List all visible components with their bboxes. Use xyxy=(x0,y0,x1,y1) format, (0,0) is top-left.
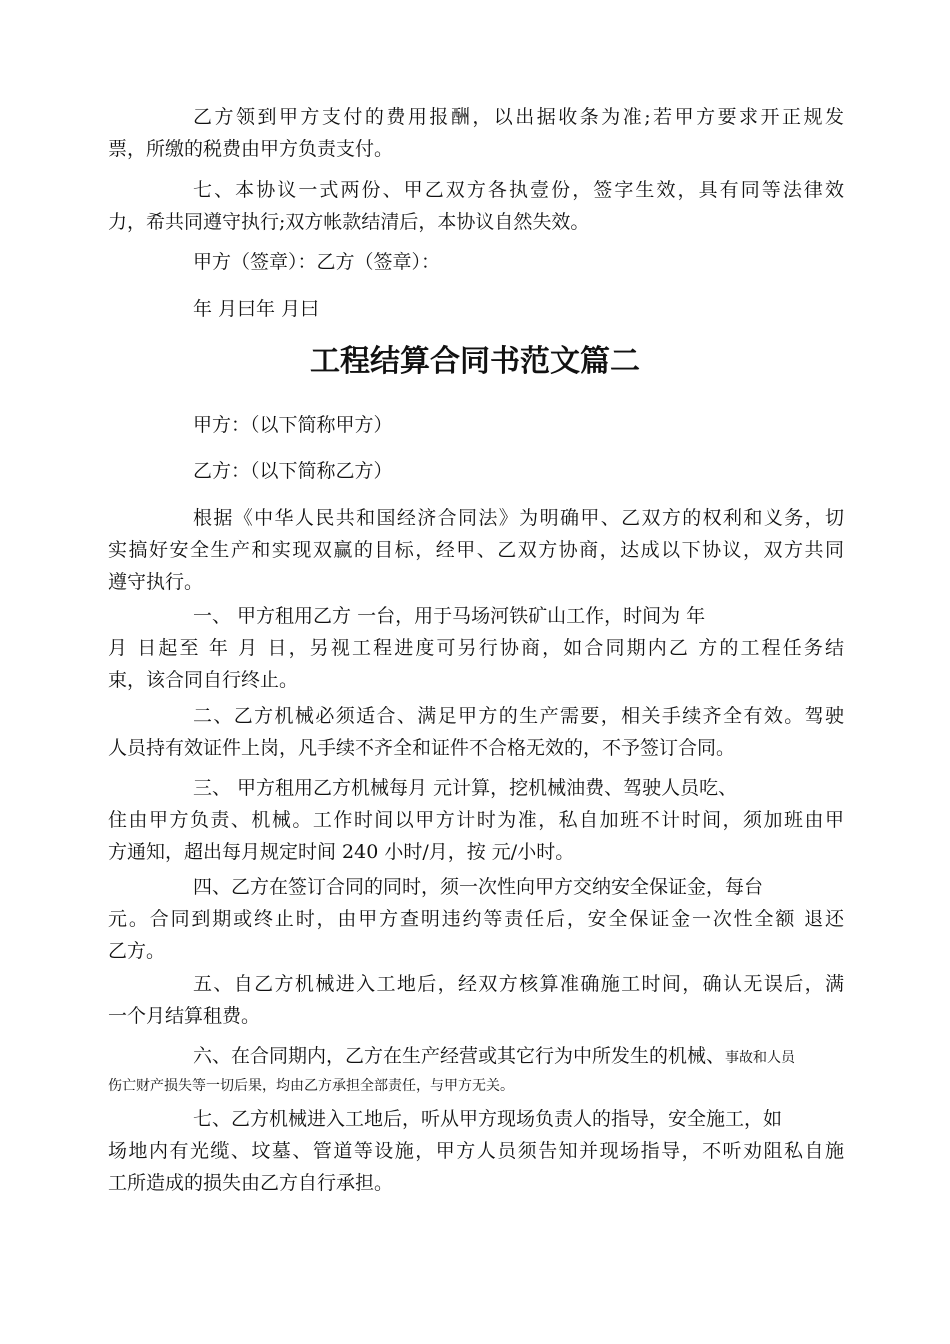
paragraph-clause-four xyxy=(108,871,844,967)
signature-line xyxy=(108,246,844,278)
text-line xyxy=(108,1040,844,1072)
text-line: 七、乙方机械进入工地后，听从甲方现场负责人的指导，安全施工，如 xyxy=(193,1108,783,1130)
text-line: 票，所缴的税费由甲方负责支付。 xyxy=(108,138,394,160)
text-line: 场地内有光缆、坟墓、管道等设施，甲方人员须告知并现场指导，不听劝阻私自施 xyxy=(108,1140,844,1162)
text-line: 方通知，超出每月规定时间 240 小时/月，按 元/小时。 xyxy=(108,841,575,863)
text-line: 实搞好安全生产和实现双赢的目标，经甲、乙双方协商，达成以下协议，双方共同 xyxy=(108,539,844,561)
party-b-line xyxy=(108,455,844,487)
text-line: 年 月曰年 月曰 xyxy=(193,298,320,320)
text-line: 住由甲方负责、机械。工作时间以甲方计时为准，私自加班不计时间，须加班由甲 xyxy=(108,809,844,831)
text-line: 根据《中华人民共和国经济合同法》为明确甲、乙双方的权利和义务，切 xyxy=(193,507,844,529)
paragraph-intro xyxy=(108,502,844,598)
text-line: 五、自乙方机械进入工地后，经双方核算准确施工时间，确认无误后，满 xyxy=(193,973,844,995)
text-line: 乙方领到甲方支付的费用报酬，以出据收条为准;若甲方要求开正规发 xyxy=(193,106,844,128)
text-line: 七、本协议一式两份、甲乙双方各执壹份，签字生效，具有同等法律效 xyxy=(193,179,844,201)
text-line: 二、乙方机械必须适合、满足甲方的生产需要，相关手续齐全有效。驾驶 xyxy=(193,705,844,727)
paragraph-clause-two xyxy=(108,700,844,764)
text-line: 遵守执行。 xyxy=(108,571,204,593)
text-line: 工所造成的损失由乙方自行承担。 xyxy=(108,1172,394,1194)
paragraph-clause-three xyxy=(108,772,844,868)
text-line: 一、 甲方租用乙方 一台，用于马场河铁矿山工作，时间为 年 xyxy=(193,605,706,627)
text-line: 四、乙方在签订合同的同时，须一次性向甲方交纳安全保证金，每台 xyxy=(193,876,764,898)
date-line xyxy=(108,293,844,325)
text-line: 甲方：（以下简称甲方） xyxy=(193,414,393,436)
text-line-small: 伤亡财产损失等一切后果，均由乙方承担全部责任，与甲方无关。 xyxy=(108,1078,514,1094)
paragraph-clause-six xyxy=(108,1040,844,1100)
text-segment: 六、在合同期内，乙方在生产经营或其它行为中所发生的机械、 xyxy=(193,1045,726,1067)
text-line: 力，希共同遵守执行;双方帐款结清后，本协议自然失效。 xyxy=(108,211,590,233)
text-line: 人员持有效证件上岗，凡手续不齐全和证件不合格无效的，不予签订合同。 xyxy=(108,737,736,759)
paragraph-clause-one xyxy=(108,600,844,696)
section-heading: 工程结算合同书范文篇二 xyxy=(310,344,640,379)
paragraph-clause-five xyxy=(108,968,844,1032)
party-a-line xyxy=(108,409,844,441)
paragraph-clause-seven-site xyxy=(108,1103,844,1199)
text-line: 乙方：（以下简称乙方） xyxy=(193,460,393,482)
text-segment-small: 事故和人员 xyxy=(725,1050,796,1066)
text-line: 一个月结算租费。 xyxy=(108,1005,261,1027)
text-line: 三、 甲方租用乙方机械每月 元计算，挖机械油费、驾驶人员吃、 xyxy=(193,777,738,799)
paragraph-fee-payment xyxy=(108,101,844,165)
text-line: 束，该合同自行终止。 xyxy=(108,669,299,691)
text-line: 月 日起至 年 月 日，另视工程进度可另行协商，如合同期内乙 方的工程任务结 xyxy=(108,637,844,659)
text-line: 甲方（签章）：乙方（签章）： xyxy=(193,251,441,273)
text-line: 元。合同到期或终止时，由甲方查明违约等责任后，安全保证金一次性全额 退还 xyxy=(108,908,844,930)
paragraph-clause-seven-agreement xyxy=(108,174,844,238)
text-line: 乙方。 xyxy=(108,940,166,962)
